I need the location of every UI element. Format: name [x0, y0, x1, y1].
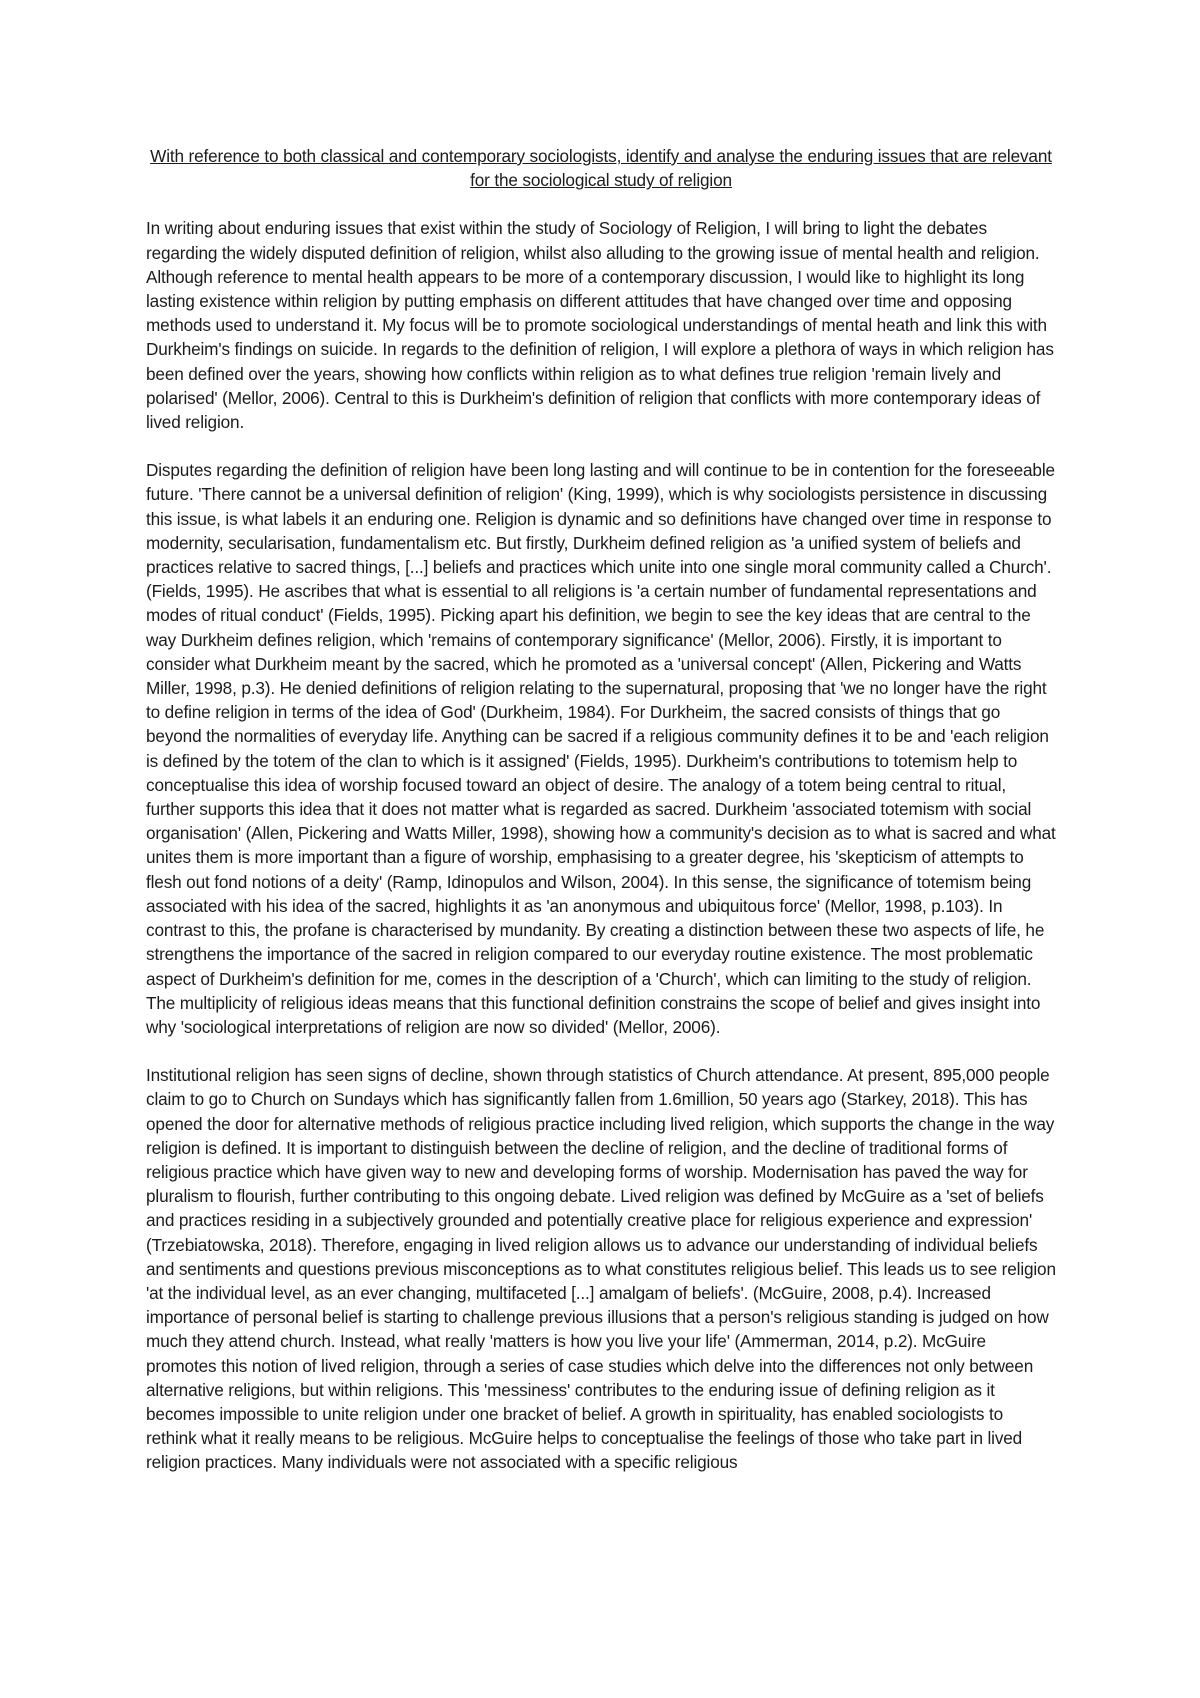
paragraph-definition-disputes: Disputes regarding the definition of religion have been long lasting and will continue to be in contention for the foreseeable future. 'There cannot be a universal definition of religion' (King, 1999), which is why sociologists persistence in discussing this issue, is what labels it an enduring one. Religion is dynamic and so definitions have changed over time in response to modernity, secularisation, fundamentalism etc. But firstly, Durkheim defined religion as 'a unified system of beliefs and practices relative to sacred things, [...] beliefs and practices which unite into one single moral community called a Church'. (Fields, 1995). He ascribes that what is essential to all religions is 'a certain number of fundamental representations and modes of ritual conduct' (Fields, 1995). Picking apart his definition, we begin to see the key ideas that are central to the way Durkheim defines religion, which 'remains of contemporary significance' (Mellor, 2006). Firstly, it is important to consider what Durkheim meant by the sacred, which he promoted as a 'universal concept' (Allen, Pickering and Watts Miller, 1998, p.3). He denied definitions of religion relating to the supernatural, proposing that 'we no longer have the right to define religion in terms of the idea of God' (Durkheim, 1984). For Durkheim, the sacred consists of things that go beyond the normalities of everyday life. Anything can be sacred if a religious community defines it to be and 'each religion is defined by the totem of the clan to which is it assigned' (Fields, 1995). Durkheim's contributions to totemism help to conceptualise this idea of worship focused toward an object of desire. The analogy of a totem being central to ritual, further supports this idea that it does not matter what is regarded as sacred. Durkheim 'associated totemism with social organisation' (Allen, Pickering and Watts Miller, 1998), showing how a community's decision as to what is sacred and what unites them is more important than a figure of worship, emphasising to a greater degree, his 'skepticism of attempts to flesh out fond notions of a deity' (Ramp, Idinopulos and Wilson, 2004). In this sense, the significance of totemism being associated with his idea of the sacred, highlights it as 'an anonymous and ubiquitous force' (Mellor, 1998, p.103). In contrast to this, the profane is characterised by mundanity. By creating a distinction between these two aspects of life, he strengthens the importance of the sacred in religion compared to our everyday routine existence. The most problematic aspect of Durkheim's definition for me, comes in the description of a 'Church', which can limiting to the study of religion. The multiplicity of religious ideas means that this functional definition constrains the scope of belief and gives insight into why 'sociological interpretations of religion are now so divided' (Mellor, 2006). [146, 460, 1056, 1037]
document-body [146, 144, 1056, 1499]
paragraph-institutional-religion: Institutional religion has seen signs of decline, shown through statistics of Church attendance. At present, 895,000 people claim to go to Church on Sundays which has significantly fallen from 1.6million, 50 years ago (Starkey, 2018). This has opened the door for alternative methods of religious practice including lived religion, which supports the change in the way religion is defined. It is important to distinguish between the decline of religion, and the decline of traditional forms of religious practice which have given way to new and developing forms of worship. Modernisation has paved the way for pluralism to flourish, further contributing to this ongoing debate. Lived religion was defined by McGuire as a 'set of beliefs and practices residing in a subjectively grounded and potentially creative place for religious experience and expression' (Trzebiatowska, 2018). Therefore, engaging in lived religion allows us to advance our understanding of individual beliefs and sentiments and questions previous misconceptions as to what constitutes religious belief. This leads us to see religion 'at the individual level, as an ever changing, multifaceted [...] amalgam of beliefs'. (McGuire, 2008, p.4). Increased importance of personal belief is starting to challenge previous illusions that a person's religious standing is judged on how much they attend church. Instead, what really 'matters is how you live your life' (Ammerman, 2014, p.2). McGuire promotes this notion of lived religion, through a series of case studies which delve into the differences not only between alternative religions, but within religions. This 'messiness' contributes to the enduring issue of defining religion as it becomes impossible to unite religion under one bracket of belief. A growth in spirituality, has enabled sociologists to rethink what it really means to be religious. McGuire helps to conceptualise the feelings of those who take part in lived religion practices. Many individuals were not associated with a specific religious [146, 1065, 1056, 1473]
paragraph-introduction: In writing about enduring issues that exist within the study of Sociology of Religion, I will bring to light the debates regarding the widely disputed definition of religion, whilst also alluding to the growing issue of mental health and religion. Although reference to mental health appears to be more of a contemporary discussion, I would like to highlight its long lasting existence within religion by putting emphasis on different attitudes that have changed over time and opposing methods used to understand it. My focus will be to promote sociological understandings of mental heath and link this with Durkheim's findings on suicide. In regards to the definition of religion, I will explore a plethora of ways in which religion has been defined over the years, showing how conflicts within religion as to what defines true religion 'remain lively and polarised' (Mellor, 2006). Central to this is Durkheim's definition of religion that conflicts with more contemporary ideas of lived religion. [146, 218, 1054, 433]
essay-title: With reference to both classical and contemporary sociologists, identify and analyse the enduring issues that are relevant for the sociological study of religion [150, 146, 1052, 191]
